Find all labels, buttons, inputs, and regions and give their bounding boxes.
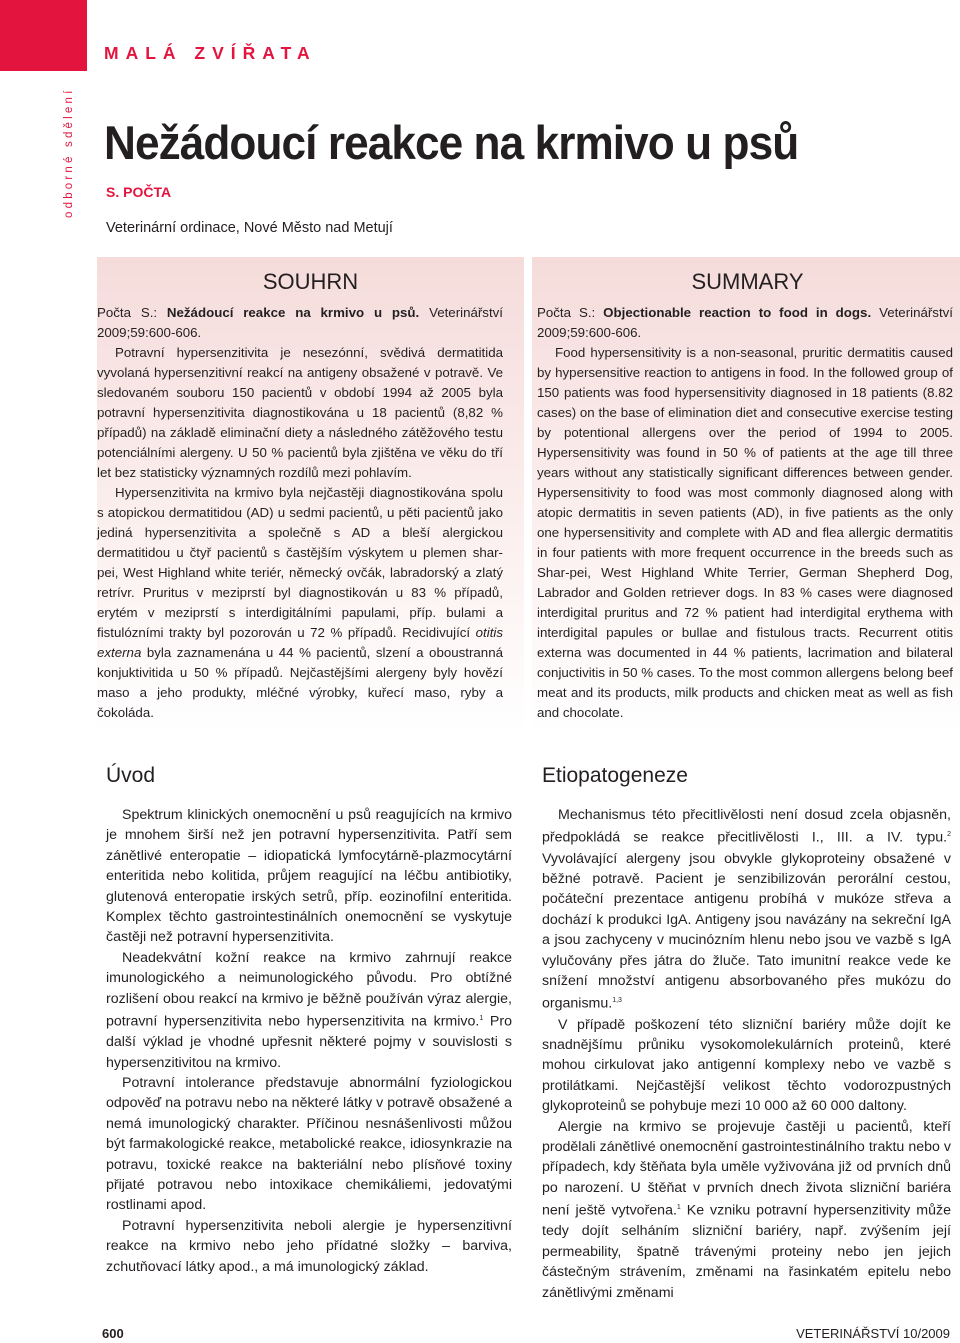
uvod-paragraph-3: Potravní intolerance představuje abnormální fyziologickou odpověď na potravu nebo na některé látky v potravě obsažené a nemá imunologický charakter. Příčinou nesnášenlivosti můžou být farmakologické reakce, metabolické reakce, idiosynkrazie na potravu, toxické reakce na bakteriální nebo plísňové toxiny přijaté potravou nebo intoxikace chemikáliemi, jedovatými rostlinami apod. [106,1075,512,1214]
uvod-heading: Úvod [106,764,156,787]
text-run: Ke vzniku potravní hypersenzitivity může tedy dojít selháním slizniční bariéry, např. zvýšením její permeability, špatně trávenými proteiny nebo jen jejich částečným strávením, změnami na řasinkatém epitelu nebo zánětlivými změnami [542,1202,951,1301]
etio-paragraph-3 [542,1117,951,1303]
uvod-paragraph-2 [106,948,512,1073]
reference-sup: 1 [676,1204,681,1212]
etio-column [542,805,951,1303]
citation-suffix: Veterinářství 2009;59:600-606. [537,305,953,340]
souhrn-paragraph-1: Potravní hypersenzitivita je nesezónní, svědivá dermatitida vyvolaná hypersenzitivní reakcí na antigeny obsažené v potravě. Ve sledovaném souboru 150 pacientů v období 1994 až 2005 byla potravní hypersenzitivita diagnostikována u 18 pacientů (8,82 % případů) na základě eliminační diety a následného zátěžového testu potenciálními alergeny. U 50 % pacientů byla zjištěna ve věku do tří let bez statisticky významných rozdílů mezi pohlavím. [97,345,503,480]
magazine-issue: VETERINÁŘSTVÍ 10/2009 [796,1326,950,1341]
author: S. POČTA [106,184,172,200]
text-run: Vyvolávající alergeny jsou obvykle glykoproteiny obsažené v běžné potravě. Pacient je senzibilizován perorální cestou, počáteční prezentace antigenu probíhá v mukóze střeva a dochází k produkci IgA. Antigeny jsou navázány na sekreční IgA a jsou zachyceny v mucinózním hlenu nebo jsou ve vazbě s IgA vylučovány přes játra do žluče. Tato imunitní reakce vede ke snížení množství antigenu absorbovaného přes mukózu do organismu. [542,850,951,1013]
citation-prefix: Počta S.: [537,305,604,320]
summary-body [537,303,953,723]
affiliation: Veterinární ordinace, Nové Město nad Metují [106,220,393,236]
italic-term: otitis externa [97,625,503,660]
text-run: Neadekvátní kožní reakce na krmivo zahrnují reakce imunologického a neimunologického původu. Pro obtížné rozlišení obou reakcí na krmivo je běžně používán výraz alergie, potravní hypersenzitivita nebo hypersenzitivita na krmivo. [106,949,512,1030]
text-run: Alergie na krmivo se projevuje častěji u pacientů, kteří prodělali zánětlivé onemocnění gastrointestinálního traktu nebo v případech, kdy štěňata byla uměle vyživována již od prvních dnů po narození. U štěňat v prvních dnech života slizniční bariéra není ještě vytvořena. [542,1118,951,1219]
etiopatogeneze-heading: Etiopatogeneze [542,764,688,787]
citation-prefix: Počta S.: [97,305,167,320]
text-run: byla zaznamenána u 44 % pacientů, slzení a oboustranná konjuktivitida u 50 % případů. Nejčastějšími alergeny byly hovězí maso a jeho produkty, mléčné výrobky, kuřecí maso, ryby a čokoláda. [97,645,503,720]
text-run: Mechanismus této přecitlivělosti není dosud zcela objasněn, předpokládá se reakce přecitlivělosti I., III. a IV. typu. [542,807,951,847]
page-number: 600 [102,1326,124,1341]
souhrn-panel [97,257,524,735]
text-run: Hypersenzitivita na krmivo byla nejčastěji diagnostikována spolu s atopickou dermatitidou (AD) u sedmi pacientů, u pěti pacientů jako jediná hypersenzitivita a společně s AD a bleší alergickou dermatitidou u čtyř pacientů s častějším výskytem u plemen shar-pei, West Highland white teriér, německý ovčák, labradorský a zlatý retrívr. Pruritus v meziprstí byl diagnostikován u 83 % případů, erytém v meziprstí s interdigitálními papulami, příp. bulami a fistulózními trakty byl pozorován u 72 % případů. Recidivující [97,485,503,640]
citation-title: Objectionable reaction to food in dogs. [603,305,872,320]
reference-sup: 2 [947,831,951,839]
citation-suffix: Veterinářství 2009;59:600-606. [97,305,503,340]
etio-paragraph-1 [542,805,951,1015]
article-title: Nežádoucí reakce na krmivo u psů [104,116,799,169]
uvod-column [106,805,512,1277]
souhrn-citation [97,303,503,343]
citation-title: Nežádoucí reakce na krmivo u psů. [166,305,420,320]
summary-heading: SUMMARY [691,269,804,294]
text-run: Pro další výklad je vhodné upřesnit některé pojmy v souvislosti s hypersenzitivitou na krmivo. [106,1013,512,1071]
reference-sup: 1 [479,1015,484,1023]
summary-paragraph-1: Food hypersensitivity is a non-seasonal, pruritic dermatitis caused by hypersensitive reaction to antigens in food. In the followed group of 150 patients was food hypersensitivity diagnosed in 18 patients (8.82 cases) on the base of elimination diet and consecutive exercise testing by potentional allergens over the period of 1994 to 2005. Hypersensitivity was found in 50 % of patients at the age till three years without any statistically significant differences between gender. Hypersensitivity to food was most commonly diagnosed along with atopic dermatitis in seven patients (AD), in five patients as the only one hypersensitivity and complete with AD and flea allergic dermatitis in four patients with more frequent occurrence in the breeds such as Shar-pei, West Highland White Terrier, German Shepherd Dog, Labrador and Golden retriever dogs. In 83 % cases were diagnosed interdigital pruritus and 72 % patient had interdigital erythema with interdigital papules or bullae and fistulous tracts. Recurrent otitis externa was documented in 44 % patients, lacrimation and bilateral conjuctivitis in 50 % cases. To the most common allergens belong beef meat and its products, milk products and chicken meat as well as fish and chocolate. [537,345,953,720]
uvod-paragraph-4: Potravní hypersenzitivita neboli alergie je hypersenzitivní reakce na krmivo nebo jeho přídatné složky – barviva, zchutňovací látky apod., a má imunologický základ. [106,1217,512,1275]
section-label: MALÁ ZVÍŘATA [104,43,317,63]
etio-paragraph-2: V případě poškození této slizniční bariéry může dojít ke snadnějšímu průniku vysokomolekulárních proteinů, které mohou cirkulovat jako antigenní komplexy nebo ve vazbě s protilátkami. Nejčastější velikost těchto vodorozpustných glykoproteinů se pohybuje mezi 10 000 až 60 000 daltony. [542,1016,951,1115]
vertical-category-label: odborné sdělení [63,87,75,218]
summary-citation [537,303,953,343]
souhrn-heading: SOUHRN [262,269,359,294]
souhrn-paragraph-2 [97,483,503,723]
reference-sup: 1,3 [612,997,622,1005]
souhrn-body [97,303,503,723]
uvod-paragraph-1: Spektrum klinických onemocnění u psů reagujících na krmivo je mnohem širší než jen potravní hypersenzitivita. Patří sem zánětlivé enteropatie – idiopatická lymfocytárně-plazmocytární enteritida nebo kolitida, průjem reagující na léčbu antibiotiky, glutenová enteropatie irských setrů, příp. eozinofilní enteritida. Komplex těchto gastrointestinálních onemocnění se vyskytuje častěji než potravní hypersenzitivita. [106,807,512,946]
red-corner-block [0,0,87,71]
summary-panel [532,257,960,735]
